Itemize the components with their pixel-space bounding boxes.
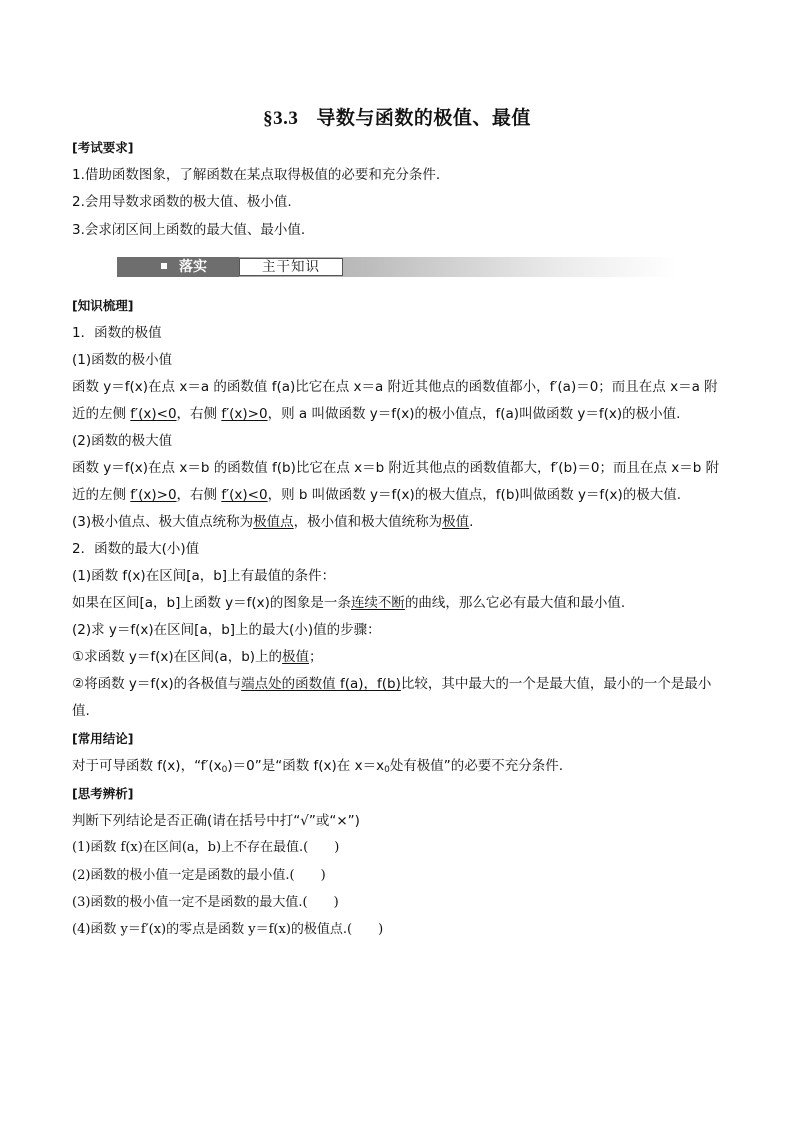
text-span: )＝0”是“函数 f(x)在 x＝x [227,758,385,774]
blank-continuous: 连续不断 [350,595,405,611]
exercise-1: (1)函数 f(x)在区间(a，b)上不存在最值.( ) [72,840,340,855]
heading-minimum: (1)函数的极小值 [72,352,173,368]
title-text: 导数与函数的极值、最值 [316,107,531,129]
text-span: ，右侧 [176,406,222,422]
steps-heading: (2)求 y＝f(x)在区间[a，b]上的最大(小)值的步骤： [72,622,381,638]
heading-max-min: 2．函数的最大(小)值 [72,541,200,557]
blank-answer-left: f′(x)<0 [130,406,177,422]
text-span: 如果在区间[a，b]上函数 y＝f(x)的图象是一条 [72,595,351,611]
blank-endpoint-values: 端点处的函数值 f(a)，f(b) [241,676,401,692]
heading-maximum: (2)函数的极大值 [72,433,173,449]
text-span: 比较，其中最大的一个是最大值，最小的一个是最小 [400,676,712,692]
text-span: ，则 b 叫做函数 y＝f(x)的极大值点，f(b)叫做函数 y＝f(x)的极大值. [267,487,682,503]
blank-extremum-value: 极值 [442,514,470,530]
common-conclusion-tag: [常用结论] [72,731,134,746]
text-span: ，则 a 叫做函数 y＝f(x)的极小值点，f(a)叫做函数 y＝f(x)的极小值. [267,406,681,422]
banner-right-label: 主干知识 [239,258,343,276]
text-span: 近的左侧 [72,406,131,422]
blank-answer-right: f′(x)>0 [221,406,268,422]
condition-line [72,593,625,613]
condition-heading: (1)函数 f(x)在区间[a，b]上有最值的条件： [72,568,336,584]
minimum-paragraph-line-1: 函数 y＝f(x)在点 x＝a 的函数值 f(a)比它在点 x＝a 附近其他点的函数值都小，f′(a)＝0；而且在点 x＝a 附 [72,379,718,395]
step-2-continued: 值. [72,703,90,719]
think-tag: [思考辨析] [72,786,134,801]
requirement-item-1: 1.借助函数图象，了解函数在某点取得极值的必要和充分条件. [72,167,441,183]
page-title [0,103,794,130]
blank-answer-left: f′(x)>0 [130,487,177,503]
text-span: ②将函数 y＝f(x)的各极值与 [72,676,242,692]
blank-extremum: 极值 [282,649,310,665]
text-span: . [469,514,474,530]
text-span: 的曲线，那么它必有最大值和最小值. [404,595,626,611]
banner-left-block [117,257,239,277]
banner-left-label: 落实 [179,259,207,275]
blank-extremum-point: 极值点 [253,514,294,530]
think-intro: 判断下列结论是否正确(请在括号中打“√”或“×”) [72,813,360,829]
text-span: ； [309,649,323,665]
step-1 [72,647,323,667]
minimum-paragraph-line-2 [72,404,680,424]
knowledge-tag: [知识梳理] [72,298,134,313]
text-span: 处有极值”的必要不充分条件. [389,758,564,774]
text-span: ，极小值和极大值统称为 [293,514,443,530]
text-span: 对于可导函数 f(x)，“f′(x [72,758,222,774]
exercise-4: (4)函数 y＝f′(x)的零点是函数 y＝f(x)的极值点.( ) [72,922,384,937]
common-conclusion-text [72,756,563,780]
extremum-points-line [72,512,473,532]
exercise-3: (3)函数的极小值一定不是函数的最大值.( ) [72,895,339,910]
step-2 [72,674,711,694]
subscript: 0 [221,765,228,775]
subscript: 0 [384,765,390,775]
requirement-item-2: 2.会用导数求函数的极大值、极小值. [72,194,292,210]
section-banner [117,257,677,277]
text-span: ①求函数 y＝f(x)在区间(a，b)上的 [72,649,283,665]
text-span: (3)极小值点、极大值点统称为 [72,514,254,530]
exercise-2: (2)函数的极小值一定是函数的最小值.( ) [72,868,326,883]
blank-answer-right: f′(x)<0 [221,487,268,503]
section-number: §3.3 [263,108,299,129]
requirement-item-3: 3.会求闭区间上函数的最大值、最小值. [72,222,306,238]
text-span: ，右侧 [176,487,222,503]
heading-extremum: 1．函数的极值 [72,325,162,341]
square-bullet-icon [161,263,167,269]
exam-requirements-tag: [考试要求] [72,140,134,155]
maximum-paragraph-line-2 [72,485,681,505]
text-span: 近的左侧 [72,487,131,503]
maximum-paragraph-line-1: 函数 y＝f(x)在点 x＝b 的函数值 f(b)比它在点 x＝b 附近其他点的函数值都大，f′(b)＝0；而且在点 x＝b 附 [72,460,720,476]
